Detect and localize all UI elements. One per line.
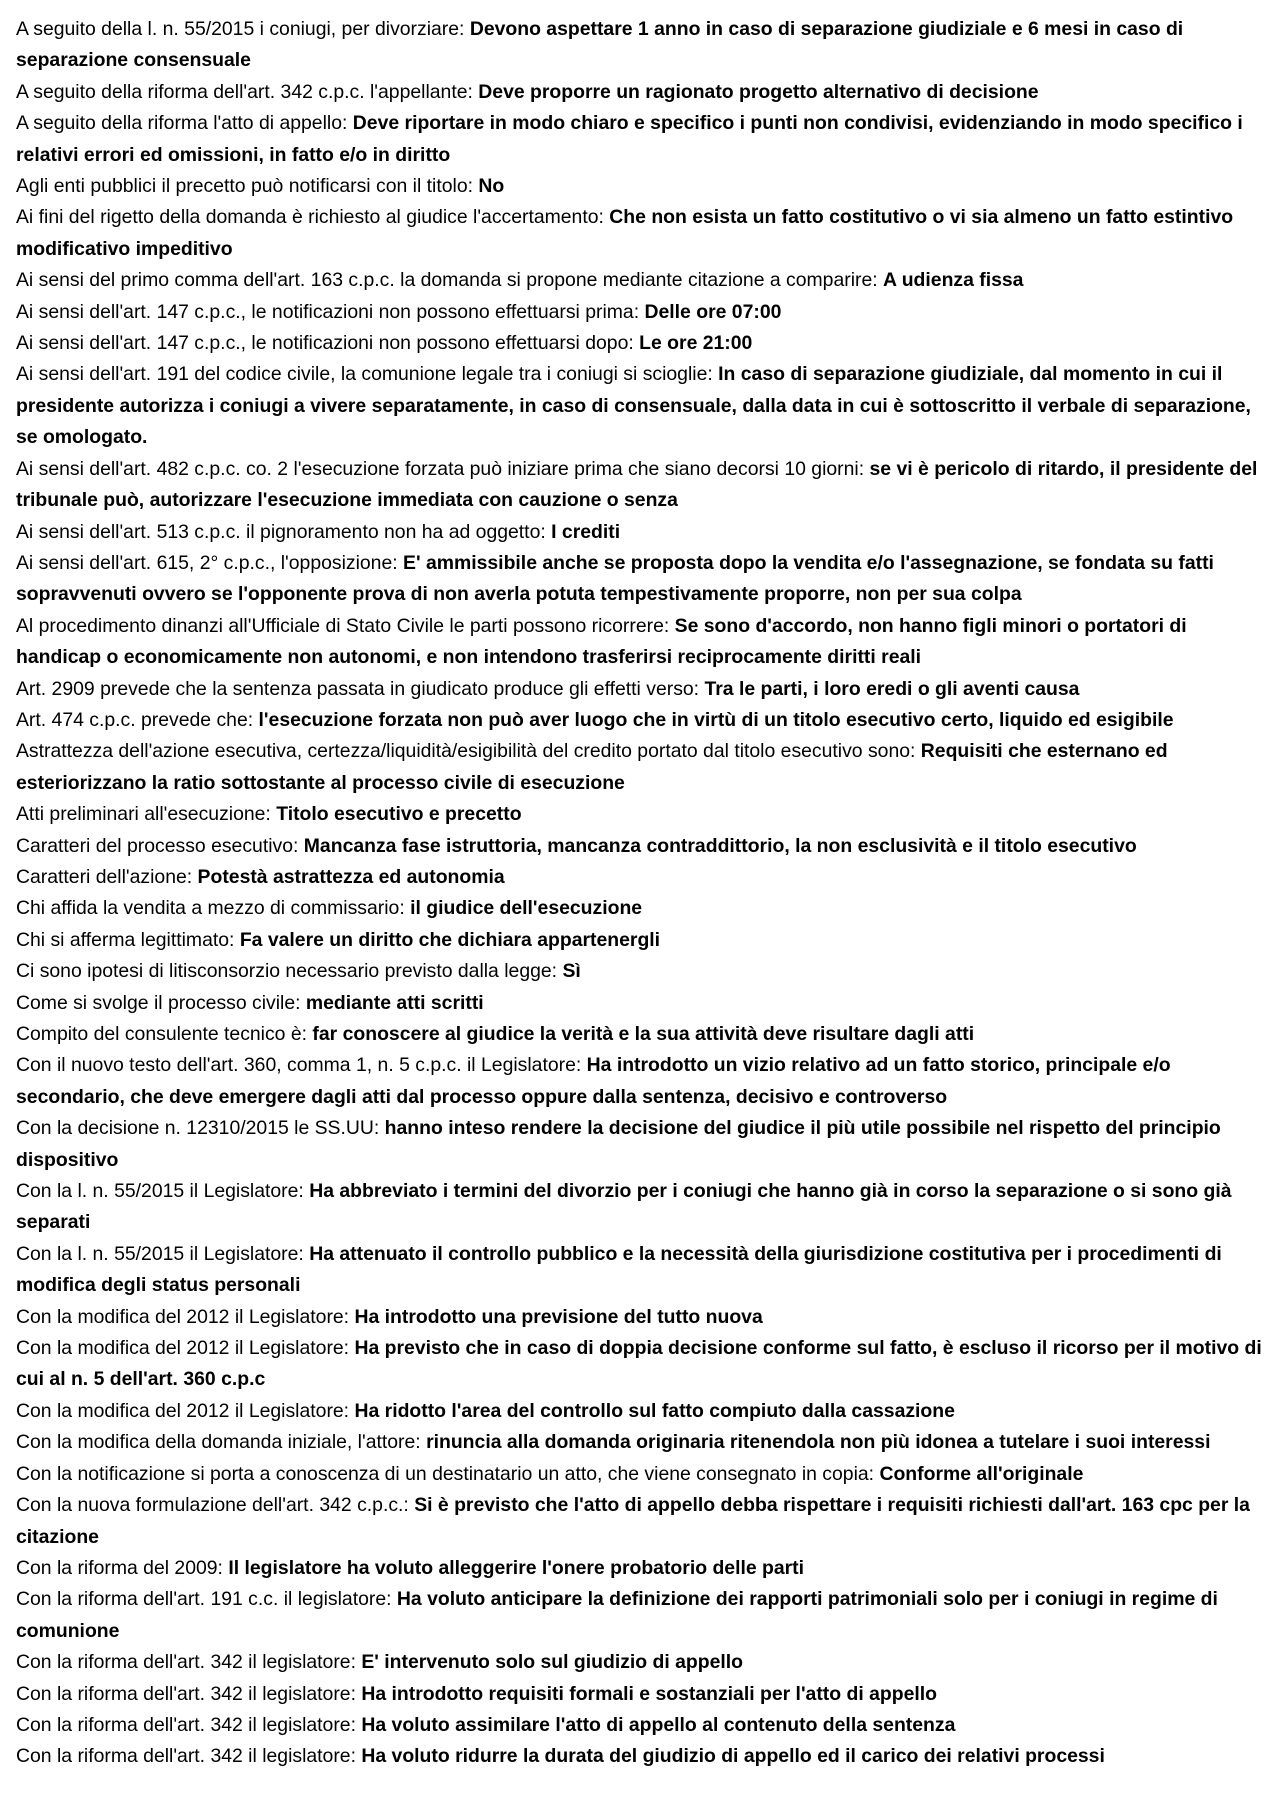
qa-list [16,14,1264,1773]
question-text: Ai sensi del primo comma dell'art. 163 c.p.c. la domanda si propone mediante citazione a comparire: [16,269,878,292]
answer-text: Tra le parti, i loro eredi o gli aventi causa [704,677,1080,700]
qa-entry [16,862,1264,893]
qa-entry [16,1239,1264,1302]
question-text: Ai sensi dell'art. 513 c.p.c. il pignoramento non ha ad oggetto: [16,520,546,543]
question-text: Al procedimento dinanzi all'Ufficiale di Stato Civile le parti possono ricorrere: [16,614,670,637]
qa-entry [16,799,1264,830]
answer-text: Ha introdotto un vizio relativo ad un fatto storico, principale e/o secondario, che deve emergere dagli atti dal processo oppure dalla sentenza, decisivo e controverso [16,1054,1171,1108]
answer-text: Deve proporre un ragionato progetto alternativo di decisione [478,80,1039,103]
question-text: Con la modifica della domanda iniziale, l'attore: [16,1431,421,1454]
qa-entry [16,1584,1264,1647]
qa-entry [16,1427,1264,1458]
qa-entry [16,548,1264,611]
qa-entry [16,705,1264,736]
qa-entry [16,1396,1264,1427]
answer-text: Ha voluto anticipare la definizione dei rapporti patrimoniali solo per i coniugi in regime di comunione [16,1588,1218,1642]
qa-entry [16,1679,1264,1710]
qa-entry [16,1710,1264,1741]
answer-text: Conforme all'originale [879,1462,1084,1485]
question-text: A seguito della riforma dell'art. 342 c.p.c. l'appellante: [16,80,473,103]
question-text: Con la riforma dell'art. 342 il legislatore: [16,1651,356,1674]
question-text: Ai sensi dell'art. 191 del codice civile, la comunione legale tra i coniugi si scioglie: [16,363,713,386]
question-text: Ai sensi dell'art. 147 c.p.c., le notificazioni non possono effettuarsi dopo: [16,332,634,355]
qa-entry [16,1647,1264,1678]
qa-entry [16,77,1264,108]
qa-entry [16,893,1264,924]
answer-text: Delle ore 07:00 [644,300,782,323]
qa-entry [16,328,1264,359]
qa-entry [16,1019,1264,1050]
answer-text: Ha introdotto requisiti formali e sostanziali per l'atto di appello [361,1682,937,1705]
qa-entry [16,1553,1264,1584]
answer-text: Ha previsto che in caso di doppia decisione conforme sul fatto, è escluso il ricorso per il motivo di cui al n. 5 dell'art. 360 c.p.c [16,1337,1262,1391]
question-text: Con la l. n. 55/2015 il Legislatore: [16,1242,304,1265]
question-text: Chi si afferma legittimato: [16,928,235,951]
answer-text: A udienza fissa [883,269,1024,292]
question-text: Con la riforma dell'art. 342 il legislatore: [16,1682,356,1705]
qa-entry [16,736,1264,799]
question-text: Astrattezza dell'azione esecutiva, certezza/liquidità/esigibilità del credito portato dal titolo esecutivo sono: [16,740,916,763]
question-text: Con la notificazione si porta a conoscenza di un destinatario un atto, che viene consegnato in copia: [16,1462,875,1485]
question-text: A seguito della riforma l'atto di appello: [16,112,348,135]
qa-entry [16,611,1264,674]
question-text: Con la modifica del 2012 il Legislatore: [16,1337,350,1360]
qa-entry [16,925,1264,956]
qa-entry [16,297,1264,328]
answer-text: I crediti [551,520,621,543]
answer-text: mediante atti scritti [305,991,484,1014]
answer-text: Le ore 21:00 [639,332,753,355]
question-text: Chi affida la vendita a mezzo di commissario: [16,897,405,920]
answer-text: Devono aspettare 1 anno in caso di separazione giudiziale e 6 mesi in caso di separazione consensuale [16,18,1184,72]
answer-text: Il legislatore ha voluto alleggerire l'onere probatorio delle parti [228,1556,805,1579]
answer-text: se vi è pericolo di ritardo, il presidente del tribunale può, autorizzare l'esecuzione immediata con cauzione o senza [16,457,1258,512]
qa-entry [16,1490,1264,1553]
qa-entry [16,265,1264,296]
question-text: Con la l. n. 55/2015 il Legislatore: [16,1180,304,1203]
answer-text: Potestà astrattezza ed autonomia [197,865,505,888]
question-text: Come si svolge il processo civile: [16,991,301,1014]
question-text: Caratteri dell'azione: [16,865,193,888]
question-text: Con la riforma dell'art. 342 il legislatore: [16,1745,356,1768]
question-text: Ai sensi dell'art. 147 c.p.c., le notificazioni non possono effettuarsi prima: [16,300,640,323]
answer-text: Ha introdotto una previsione del tutto nuova [354,1305,763,1328]
question-text: Compito del consulente tecnico è: [16,1023,308,1045]
qa-entry [16,171,1264,202]
answer-text: hanno inteso rendere la decisione del giudice il più utile possibile nel rispetto del principio dispositivo [16,1117,1221,1171]
question-text: Con la modifica del 2012 il Legislatore: [16,1399,350,1422]
qa-entry [16,1741,1264,1772]
answer-text: Mancanza fase istruttoria, mancanza contraddittorio, la non esclusività e il titolo esecutivo [303,834,1137,857]
answer-text: rinuncia alla domanda originaria ritenendola non più idonea a tutelare i suoi interessi [426,1431,1211,1454]
answer-text: Ha abbreviato i termini del divorzio per i coniugi che hanno già in corso la separazione o si sono già separati [16,1180,1232,1234]
qa-entry [16,454,1264,517]
qa-entry [16,1050,1264,1113]
answer-text: far conoscere al giudice la verità e la sua attività deve risultare dagli atti [312,1023,975,1045]
answer-text: Deve riportare in modo chiaro e specifico i punti non condivisi, evidenziando in modo specifico i relativi errori ed omissioni, in fatto e/o in diritto [16,112,1243,166]
qa-entry [16,108,1264,171]
question-text: Ai sensi dell'art. 615, 2° c.p.c., l'opposizione: [16,551,398,574]
qa-entry [16,988,1264,1019]
question-text: Agli enti pubblici il precetto può notificarsi con il titolo: [16,175,473,198]
qa-entry [16,1113,1264,1176]
qa-entry [16,517,1264,548]
question-text: Con la riforma dell'art. 342 il legislatore: [16,1713,356,1736]
answer-text: Ha attenuato il controllo pubblico e la necessità della giurisdizione costitutiva per i procedimenti di modifica degli status personali [16,1242,1222,1297]
answer-text: Titolo esecutivo e precetto [276,803,522,826]
answer-text: il giudice dell'esecuzione [410,897,643,920]
qa-entry [16,1459,1264,1490]
answer-text: l'esecuzione forzata non può aver luogo che in virtù di un titolo esecutivo certo, liquido ed esigibile [258,708,1174,731]
question-text: Ci sono ipotesi di litisconsorzio necessario previsto dalla legge: [16,960,558,983]
answer-text: Ha voluto assimilare l'atto di appello al contenuto della sentenza [361,1713,956,1736]
answer-text: Ha ridotto l'area del controllo sul fatto compiuto dalla cassazione [354,1399,955,1422]
question-text: Art. 474 c.p.c. prevede che: [16,708,254,731]
answer-text: In caso di separazione giudiziale, dal momento in cui il presidente autorizza i coniugi a vivere separatamente, in caso di consensuale, dalla data in cui è sottoscritto il verbale di separazione, se omologato. [16,363,1251,449]
answer-text: Che non esista un fatto costitutivo o vi sia almeno un fatto estintivo modificativo impeditivo [16,206,1234,260]
qa-entry [16,1176,1264,1239]
question-text: Con la riforma del 2009: [16,1556,223,1579]
qa-entry [16,1333,1264,1396]
qa-entry [16,956,1264,987]
question-text: Con la modifica del 2012 il Legislatore: [16,1305,350,1328]
question-text: Atti preliminari all'esecuzione: [16,803,271,826]
qa-entry [16,1302,1264,1333]
answer-text: Sì [562,960,581,983]
question-text: Ai fini del rigetto della domanda è richiesto al giudice l'accertamento: [16,206,604,229]
qa-entry [16,202,1264,265]
question-text: Con il nuovo testo dell'art. 360, comma 1, n. 5 c.p.c. il Legislatore: [16,1054,582,1077]
qa-entry [16,831,1264,862]
question-text: Con la decisione n. 12310/2015 le SS.UU: [16,1117,380,1140]
qa-entry [16,14,1264,77]
answer-text: Fa valere un diritto che dichiara appartenergli [239,928,661,951]
qa-entry [16,674,1264,705]
question-text: Con la riforma dell'art. 191 c.c. il legislatore: [16,1588,392,1611]
answer-text: Requisiti che esternano ed esteriorizzano la ratio sottostante al processo civile di esecuzione [16,740,1168,794]
question-text: A seguito della l. n. 55/2015 i coniugi, per divorziare: [16,18,465,40]
answer-text: Ha voluto ridurre la durata del giudizio di appello ed il carico dei relativi processi [361,1745,1105,1768]
qa-entry [16,359,1264,453]
answer-text: No [478,175,505,198]
question-text: Con la nuova formulazione dell'art. 342 c.p.c.: [16,1494,409,1517]
answer-text: Se sono d'accordo, non hanno figli minori o portatori di handicap o economicamente non autonomi, e non intendono trasferirsi reciprocamente diritti reali [16,614,1187,669]
question-text: Art. 2909 prevede che la sentenza passata in giudicato produce gli effetti verso: [16,677,700,700]
answer-text: E' intervenuto solo sul giudizio di appello [361,1651,744,1674]
question-text: Ai sensi dell'art. 482 c.p.c. co. 2 l'esecuzione forzata può iniziare prima che siano decorsi 10 giorni: [16,457,865,480]
answer-text: E' ammissibile anche se proposta dopo la vendita e/o l'assegnazione, se fondata su fatti sopravvenuti ovvero se l'opponente prova di non averla potuta tempestivamente proporre, non per sua colpa [16,551,1214,606]
question-text: Caratteri del processo esecutivo: [16,834,299,857]
answer-text: Si è previsto che l'atto di appello debba rispettare i requisiti richiesti dall'art. 163 cpc per la citazione [16,1494,1250,1548]
